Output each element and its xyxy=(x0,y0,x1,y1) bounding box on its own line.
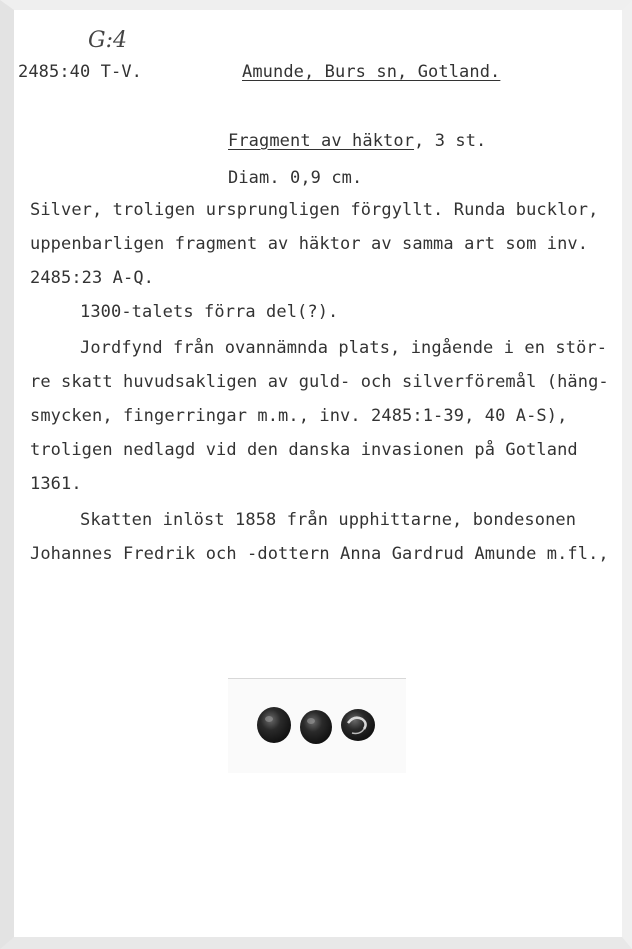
object-photo xyxy=(228,678,406,773)
description-line: Silver, troligen ursprungligen förgyllt. Runda bucklor, xyxy=(30,200,599,220)
find-location: Amunde, Burs sn, Gotland. xyxy=(242,62,501,82)
object-title xyxy=(228,131,486,151)
find-line: troligen nedlagd vid den danska invasionen på Gotland xyxy=(30,440,578,460)
hook-fragment-1 xyxy=(257,707,291,743)
find-line: re skatt huvudsakligen av guld- och silverföremål (häng- xyxy=(30,372,609,392)
hook-fragment-2 xyxy=(300,710,332,744)
hook-fragment-3 xyxy=(341,709,375,741)
object-name: Fragment av häktor xyxy=(228,131,415,151)
dating: 1300-talets förra del(?). xyxy=(80,302,339,322)
handwritten-code: G:4 xyxy=(88,28,127,53)
find-line: 1361. xyxy=(30,474,82,494)
description-line: uppenbarligen fragment av häktor av samma art som inv. xyxy=(30,234,589,254)
inventory-number: 2485:40 T-V. xyxy=(18,62,143,82)
acquisition-line: Skatten inlöst 1858 från upphittarne, bondesonen xyxy=(80,510,577,530)
find-line: smycken, fingerringar m.m., inv. 2485:1-39, 40 A-S), xyxy=(30,406,568,426)
acquisition-line: Johannes Fredrik och -dottern Anna Gardrud Amunde m.fl., xyxy=(30,544,609,564)
description-line: 2485:23 A-Q. xyxy=(30,268,155,288)
object-count: , 3 st. xyxy=(414,131,487,151)
object-photo-graphic xyxy=(228,679,406,773)
find-line: Jordfynd från ovannämnda plats, ingående i en stör- xyxy=(80,338,608,358)
dimension: Diam. 0,9 cm. xyxy=(228,168,363,188)
